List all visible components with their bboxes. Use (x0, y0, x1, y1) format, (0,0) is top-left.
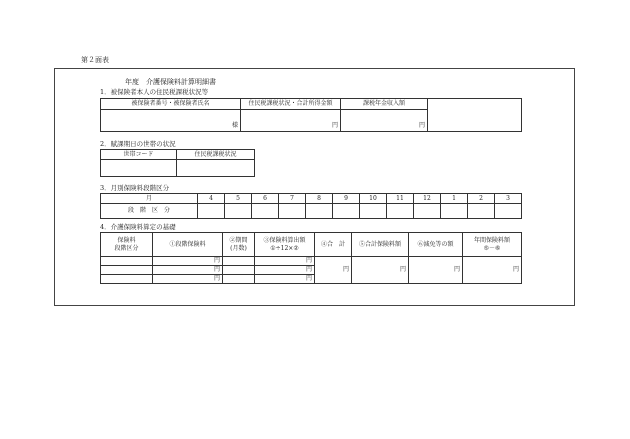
period-months-cell (223, 275, 255, 284)
section-1-heading: 1．被保険者本人の住民税課税状況等 (100, 88, 209, 96)
month-4: 4 (198, 194, 225, 204)
sama-suffix: 様 (231, 122, 238, 129)
month-6: 6 (252, 194, 279, 204)
yen-unit: 円 (342, 266, 349, 273)
household-tax-status-header: 住民税課税状況 (177, 150, 255, 160)
stage-cell (333, 204, 360, 219)
month-label: 月 (101, 194, 198, 204)
month-8: 8 (306, 194, 333, 204)
yen-unit: 円 (305, 275, 312, 282)
page-label: 第２面表 (81, 56, 109, 64)
stage-class-cell (101, 257, 153, 266)
period-months-cell (223, 266, 255, 275)
household-tax-status-cell (177, 160, 255, 177)
total-cell (315, 257, 352, 284)
calculated-premium-cell (255, 266, 315, 275)
month-9: 9 (333, 194, 360, 204)
month-5: 5 (225, 194, 252, 204)
stage-cell (225, 204, 252, 219)
stage-class-header: 保険料 段階区分 (101, 233, 153, 257)
stage-class-label: 段 階 区 分 (101, 204, 198, 219)
yen-unit: 円 (453, 266, 460, 273)
document-title: 年度 介護保険料計算明細書 (125, 78, 216, 86)
annual-premium-header: 年間保険料額 ⑤－⑥ (463, 233, 522, 257)
insured-number-name-header: 被保険者番号・被保険者氏名 (101, 99, 241, 110)
total-header: ④合 計 (315, 233, 352, 257)
stage-cell (495, 204, 522, 219)
yen-unit: 円 (512, 266, 519, 273)
annual-premium-cell (463, 257, 522, 284)
household-code-cell (101, 160, 177, 177)
stage-cell (360, 204, 387, 219)
month-7: 7 (279, 194, 306, 204)
stage-cell (414, 204, 441, 219)
stage-premium-header: ①段階保険料 (153, 233, 223, 257)
stage-premium-cell (153, 266, 223, 275)
yen-unit: 円 (213, 275, 220, 282)
yen-unit: 円 (305, 257, 312, 264)
household-code-header: 世帯コード (101, 150, 177, 160)
stage-cell (468, 204, 495, 219)
reduction-amount-cell (409, 257, 463, 284)
section-2-table (100, 149, 255, 177)
stage-cell (441, 204, 468, 219)
calculated-premium-cell (255, 275, 315, 284)
section-3-heading: 3．月別保険料段階区分 (100, 184, 170, 192)
income-yen-unit: 円 (331, 122, 338, 129)
stage-premium-cell (153, 275, 223, 284)
section-4-heading: 4．介護保険料算定の基礎 (100, 223, 176, 231)
calculated-premium-cell (255, 257, 315, 266)
section-2-heading: 2．賦課期日の世帯の状況 (100, 140, 176, 148)
yen-unit: 円 (399, 266, 406, 273)
stage-premium-cell (153, 257, 223, 266)
month-2: 2 (468, 194, 495, 204)
stage-cell (198, 204, 225, 219)
month-12: 12 (414, 194, 441, 204)
stage-cell (387, 204, 414, 219)
stage-cell (279, 204, 306, 219)
section-3-table (100, 193, 522, 219)
section-1-blank-cell (428, 99, 522, 132)
month-3: 3 (495, 194, 522, 204)
total-premium-cell (352, 257, 409, 284)
pension-income-header: 課税年金収入額 (341, 99, 428, 110)
yen-unit: 円 (213, 257, 220, 264)
reduction-amount-header: ⑥減免等の額 (409, 233, 463, 257)
month-10: 10 (360, 194, 387, 204)
stage-class-cell (101, 275, 153, 284)
period-months-header: ②期間 (月数) (223, 233, 255, 257)
section-1-table (100, 98, 522, 132)
yen-unit: 円 (213, 266, 220, 273)
yen-unit: 円 (305, 266, 312, 273)
section-4-table (100, 232, 522, 284)
period-months-cell (223, 257, 255, 266)
tax-status-income-header: 住民税課税状況・合計所得金額 (241, 99, 341, 110)
stage-class-cell (101, 266, 153, 275)
stage-cell (252, 204, 279, 219)
total-premium-header: ⑤合計保険料額 (352, 233, 409, 257)
month-1: 1 (441, 194, 468, 204)
calculated-premium-header: ③保険料算出額 ①÷12×② (255, 233, 315, 257)
pension-yen-unit: 円 (418, 122, 425, 129)
stage-cell (306, 204, 333, 219)
month-11: 11 (387, 194, 414, 204)
